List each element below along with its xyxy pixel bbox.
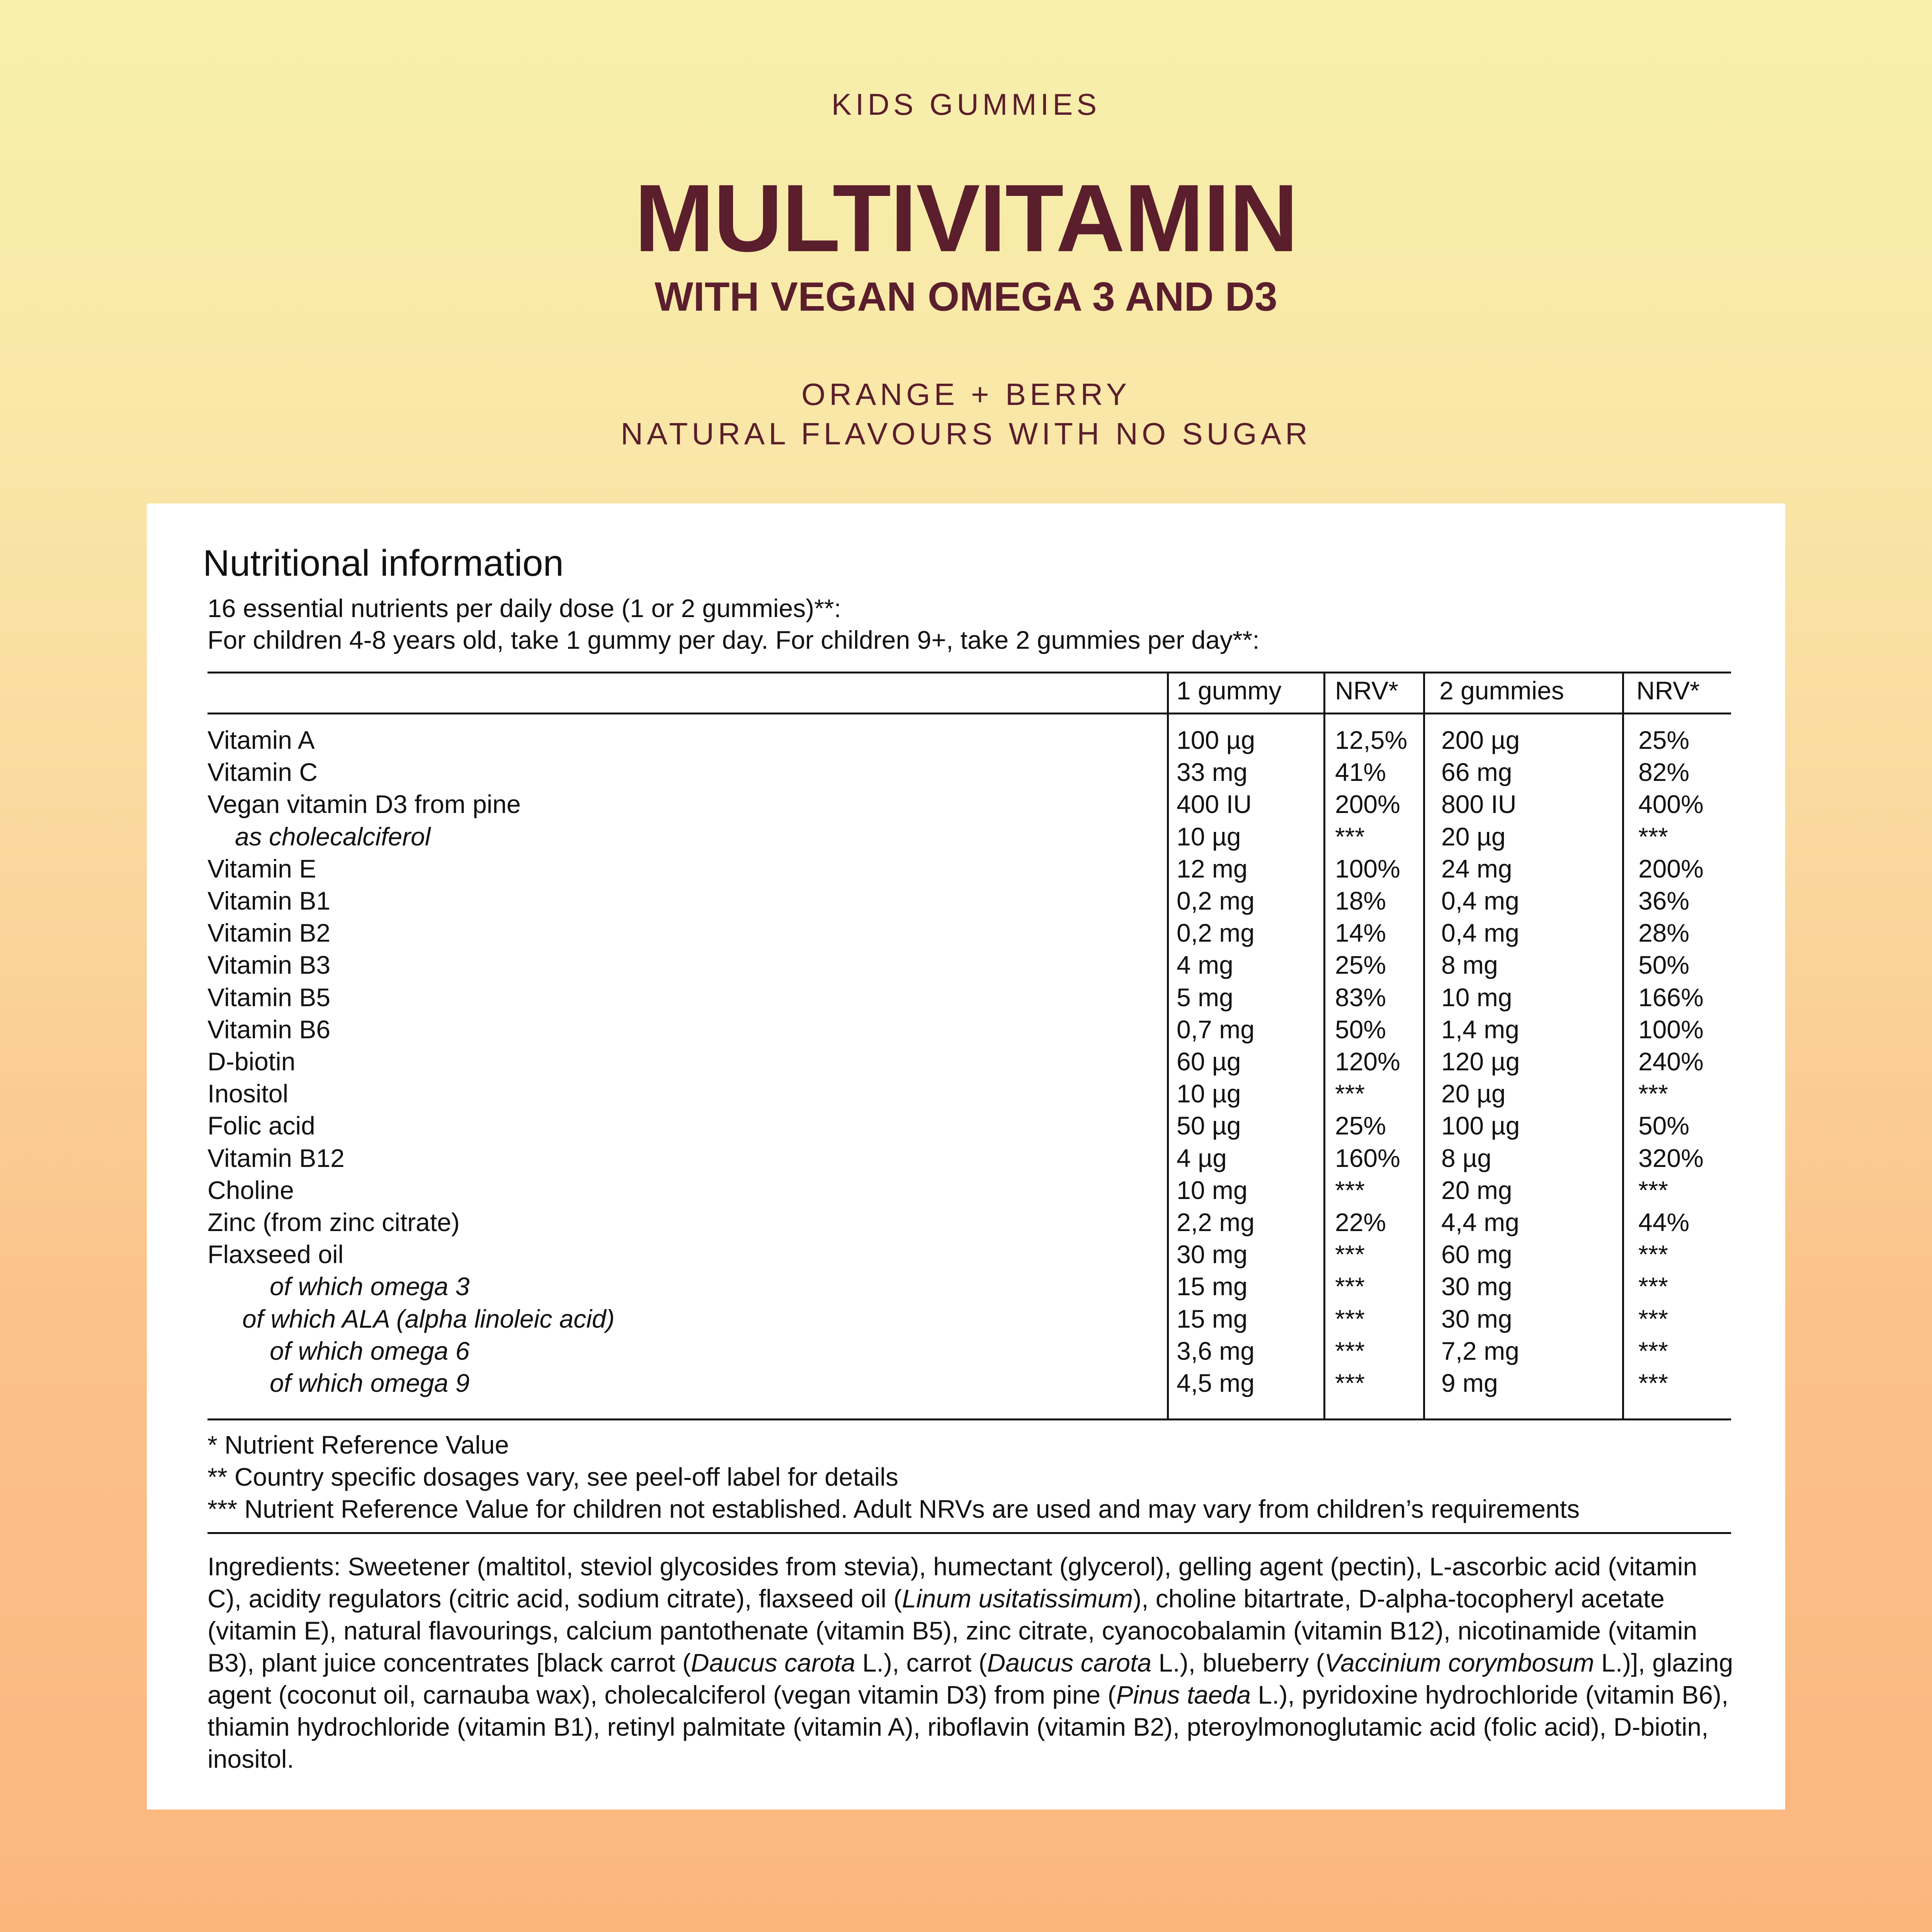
nutrient-name: Folic acid	[207, 1111, 315, 1140]
ingredient-text: L.), pyridoxine hydrochloride (vitamin B6), thiamin hydrochloride (vitamin B1), retinyl palmitate (vitamin A), riboflavin (vitamin B2), pteroylmonoglutamic acid (folic acid), D-biotin, inositol.	[207, 1680, 1729, 1773]
table-row	[147, 1142, 1785, 1174]
amount-1-gummy: 12 mg	[1177, 854, 1248, 883]
nutrient-name: Vitamin E	[207, 854, 316, 883]
table-row	[147, 1303, 1785, 1335]
nrv-2-gummies: 25%	[1638, 726, 1690, 754]
amount-1-gummy: 0,2 mg	[1177, 886, 1255, 915]
footnote-dosage: ** Country specific dosages vary, see peel-off label for details	[207, 1463, 898, 1491]
nrv-1-gummy: ***	[1335, 1304, 1365, 1333]
amount-2-gummies: 8 mg	[1441, 951, 1498, 980]
nutrient-name: Vitamin B12	[207, 1143, 345, 1172]
amount-2-gummies: 800 IU	[1441, 790, 1517, 819]
nrv-2-gummies: 100%	[1638, 1015, 1704, 1044]
nrv-2-gummies: 320%	[1638, 1143, 1704, 1172]
amount-2-gummies: 120 µg	[1441, 1047, 1520, 1076]
table-row	[147, 1206, 1785, 1238]
nrv-1-gummy: 12,5%	[1335, 726, 1408, 754]
nutrient-name: of which omega 6	[270, 1336, 470, 1365]
amount-2-gummies: 9 mg	[1441, 1369, 1498, 1397]
table-row	[147, 949, 1785, 981]
ingredient-latin-name: Linum usitatissimum	[902, 1584, 1133, 1613]
amount-1-gummy: 4 mg	[1177, 951, 1233, 980]
nutrient-name: Vitamin B3	[207, 951, 330, 980]
ingredient-latin-name: Vaccinium corymbosum	[1324, 1648, 1594, 1677]
table-row	[147, 1367, 1785, 1399]
nutrient-name: Vegan vitamin D3 from pine	[207, 790, 521, 819]
table-row	[147, 917, 1785, 949]
nrv-1-gummy: 160%	[1335, 1143, 1400, 1172]
ingredient-latin-name: Pinus taeda	[1116, 1680, 1251, 1709]
footnote-children-nrv: *** Nutrient Reference Value for children not established. Adult NRVs are used and may vary from children’s requirements	[207, 1495, 1580, 1523]
amount-1-gummy: 15 mg	[1177, 1272, 1248, 1301]
table-row	[147, 853, 1785, 885]
amount-1-gummy: 100 µg	[1177, 726, 1255, 754]
ingredient-latin-name: Daucus carota	[987, 1648, 1152, 1677]
ingredient-text: L.)], glazing agent (coconut oil, carnauba wax), cholecalciferol (vegan vitamin D3) from pine (	[207, 1648, 1733, 1709]
footnote-nrv: * Nutrient Reference Value	[207, 1430, 509, 1459]
table-row	[147, 1174, 1785, 1206]
amount-1-gummy: 33 mg	[1177, 758, 1248, 787]
nutrient-name: Flaxseed oil	[207, 1240, 344, 1269]
nrv-2-gummies: 166%	[1638, 983, 1704, 1012]
nutrient-name: of which omega 9	[270, 1369, 470, 1397]
nrv-2-gummies: 82%	[1638, 758, 1690, 787]
table-header-rule	[207, 713, 1731, 714]
amount-2-gummies: 1,4 mg	[1441, 1015, 1519, 1044]
amount-2-gummies: 20 mg	[1441, 1175, 1512, 1204]
nutrition-panel	[147, 503, 1785, 1810]
nrv-1-gummy: ***	[1335, 1079, 1365, 1108]
nrv-1-gummy: 25%	[1335, 1111, 1386, 1140]
nrv-1-gummy: 100%	[1335, 854, 1400, 883]
table-row	[147, 1110, 1785, 1142]
amount-1-gummy: 2,2 mg	[1177, 1208, 1255, 1236]
amount-1-gummy: 0,7 mg	[1177, 1015, 1255, 1044]
nutrient-name: Inositol	[207, 1079, 289, 1108]
table-row	[147, 1078, 1785, 1110]
ingredients-rule	[207, 1532, 1731, 1534]
amount-1-gummy: 3,6 mg	[1177, 1336, 1255, 1365]
amount-1-gummy: 15 mg	[1177, 1304, 1248, 1333]
intro-line-2: For children 4-8 years old, take 1 gummy per day. For children 9+, take 2 gummies per day**:	[207, 626, 1260, 654]
nrv-2-gummies: ***	[1638, 1175, 1668, 1204]
nrv-1-gummy: 18%	[1335, 886, 1386, 915]
amount-2-gummies: 0,4 mg	[1441, 918, 1519, 947]
nrv-1-gummy: ***	[1335, 1369, 1365, 1397]
nrv-2-gummies: 50%	[1638, 1111, 1690, 1140]
nrv-2-gummies: ***	[1638, 1369, 1668, 1397]
flavour-description	[0, 375, 1932, 454]
nrv-1-gummy: 25%	[1335, 951, 1386, 980]
table-row	[147, 1270, 1785, 1303]
nrv-2-gummies: ***	[1638, 1240, 1668, 1269]
nutrient-name: Vitamin A	[207, 726, 315, 754]
flavour-line-1: ORANGE + BERRY	[801, 377, 1131, 412]
nutrient-name: Vitamin B1	[207, 886, 330, 915]
nutrient-name: of which omega 3	[270, 1272, 470, 1301]
ingredient-text: L.), carrot (	[855, 1648, 987, 1677]
amount-2-gummies: 30 mg	[1441, 1272, 1512, 1301]
nrv-1-gummy: 120%	[1335, 1047, 1400, 1076]
nrv-2-gummies: 400%	[1638, 790, 1704, 819]
ingredient-text: L.), blueberry (	[1151, 1648, 1325, 1677]
ingredient-latin-name: Daucus carota	[690, 1648, 855, 1677]
table-row	[147, 885, 1785, 917]
nrv-1-gummy: 50%	[1335, 1015, 1386, 1044]
amount-2-gummies: 100 µg	[1441, 1111, 1520, 1140]
amount-2-gummies: 66 mg	[1441, 758, 1512, 787]
panel-title: Nutritional information	[203, 543, 564, 584]
amount-1-gummy: 10 µg	[1177, 822, 1241, 851]
nrv-2-gummies: ***	[1638, 1079, 1668, 1108]
nutrient-name: Choline	[207, 1175, 294, 1204]
amount-2-gummies: 24 mg	[1441, 854, 1512, 883]
amount-2-gummies: 0,4 mg	[1441, 886, 1519, 915]
flavour-line-2: NATURAL FLAVOURS WITH NO SUGAR	[621, 417, 1311, 451]
amount-2-gummies: 200 µg	[1441, 726, 1520, 754]
nrv-1-gummy: ***	[1335, 822, 1365, 851]
intro-line-1: 16 essential nutrients per daily dose (1 or 2 gummies)**:	[207, 594, 841, 622]
nrv-2-gummies: 240%	[1638, 1047, 1704, 1076]
amount-2-gummies: 8 µg	[1441, 1143, 1492, 1172]
amount-1-gummy: 5 mg	[1177, 983, 1233, 1012]
amount-1-gummy: 4 µg	[1177, 1143, 1227, 1172]
amount-1-gummy: 400 IU	[1177, 790, 1252, 819]
table-row	[147, 981, 1785, 1014]
table-bottom-rule	[207, 1418, 1731, 1420]
nutrient-name: Vitamin C	[207, 758, 318, 787]
header-2-gummies: 2 gummies	[1439, 676, 1564, 705]
amount-2-gummies: 30 mg	[1441, 1304, 1512, 1333]
amount-1-gummy: 4,5 mg	[1177, 1369, 1255, 1397]
amount-1-gummy: 60 µg	[1177, 1047, 1241, 1076]
nrv-1-gummy: ***	[1335, 1175, 1365, 1204]
nrv-1-gummy: ***	[1335, 1240, 1365, 1269]
amount-2-gummies: 10 mg	[1441, 983, 1512, 1012]
nutrient-name: Zinc (from zinc citrate)	[207, 1208, 460, 1236]
ingredient-text: Ingredients: Sweetener (maltitol, steviol glycosides from stevia), humectant (glycerol), gelling agent (pectin), L-ascorbic acid (vitamin C), acidity regulators (citric acid, sodium citrate), flaxseed oil (	[207, 1552, 1697, 1613]
nrv-2-gummies: ***	[1638, 1336, 1668, 1365]
amount-2-gummies: 4,4 mg	[1441, 1208, 1519, 1236]
amount-1-gummy: 10 mg	[1177, 1175, 1248, 1204]
nrv-2-gummies: ***	[1638, 1304, 1668, 1333]
amount-2-gummies: 60 mg	[1441, 1240, 1512, 1269]
nrv-1-gummy: 41%	[1335, 758, 1386, 787]
product-title: MULTIVITAMIN	[634, 164, 1298, 272]
table-row	[147, 1335, 1785, 1367]
table-row	[147, 788, 1785, 820]
amount-1-gummy: 0,2 mg	[1177, 918, 1255, 947]
table-row	[147, 756, 1785, 788]
table-row	[147, 1238, 1785, 1270]
header-nrv-1: NRV*	[1335, 676, 1398, 705]
amount-2-gummies: 7,2 mg	[1441, 1336, 1519, 1365]
nrv-2-gummies: 44%	[1638, 1208, 1690, 1236]
table-row	[147, 724, 1785, 756]
amount-1-gummy: 30 mg	[1177, 1240, 1248, 1269]
ingredient-text: ), choline bitartrate, D-alpha-tocopheryl acetate (vitamin E), natural flavourings, calcium pantothenate (vitamin B5), zinc citrate, cyanocobalamin (vitamin B12), nicotinamide (vitamin B3), plant juice concentrates [black carrot (	[207, 1584, 1697, 1677]
table-top-rule	[207, 672, 1731, 673]
table-row	[147, 1046, 1785, 1078]
nutrient-name: as cholecalciferol	[235, 822, 431, 851]
amount-2-gummies: 20 µg	[1441, 1079, 1506, 1108]
nrv-1-gummy: ***	[1335, 1336, 1365, 1365]
amount-2-gummies: 20 µg	[1441, 822, 1506, 851]
product-subtitle: WITH VEGAN OMEGA 3 AND D3	[655, 274, 1277, 320]
product-category: KIDS GUMMIES	[831, 87, 1101, 121]
ingredients-text	[207, 1551, 1738, 1775]
table-row	[147, 821, 1785, 853]
nrv-2-gummies: 36%	[1638, 886, 1690, 915]
nrv-2-gummies: 28%	[1638, 918, 1690, 947]
header-1-gummy: 1 gummy	[1177, 676, 1282, 705]
table-row	[147, 1014, 1785, 1046]
nutrient-name: Vitamin B5	[207, 983, 330, 1012]
nrv-2-gummies: ***	[1638, 1272, 1668, 1301]
nrv-1-gummy: 200%	[1335, 790, 1400, 819]
nutrient-name: D-biotin	[207, 1047, 296, 1076]
nutrient-name: Vitamin B2	[207, 918, 330, 947]
nrv-2-gummies: ***	[1638, 822, 1668, 851]
amount-1-gummy: 10 µg	[1177, 1079, 1241, 1108]
nrv-1-gummy: 83%	[1335, 983, 1386, 1012]
nutrient-name: of which ALA (alpha linoleic acid)	[242, 1304, 615, 1333]
nrv-1-gummy: ***	[1335, 1272, 1365, 1301]
nrv-1-gummy: 14%	[1335, 918, 1386, 947]
nrv-1-gummy: 22%	[1335, 1208, 1386, 1236]
amount-1-gummy: 50 µg	[1177, 1111, 1241, 1140]
nrv-2-gummies: 200%	[1638, 854, 1704, 883]
header-nrv-2: NRV*	[1636, 676, 1700, 705]
nrv-2-gummies: 50%	[1638, 951, 1690, 980]
nutrient-name: Vitamin B6	[207, 1015, 330, 1044]
